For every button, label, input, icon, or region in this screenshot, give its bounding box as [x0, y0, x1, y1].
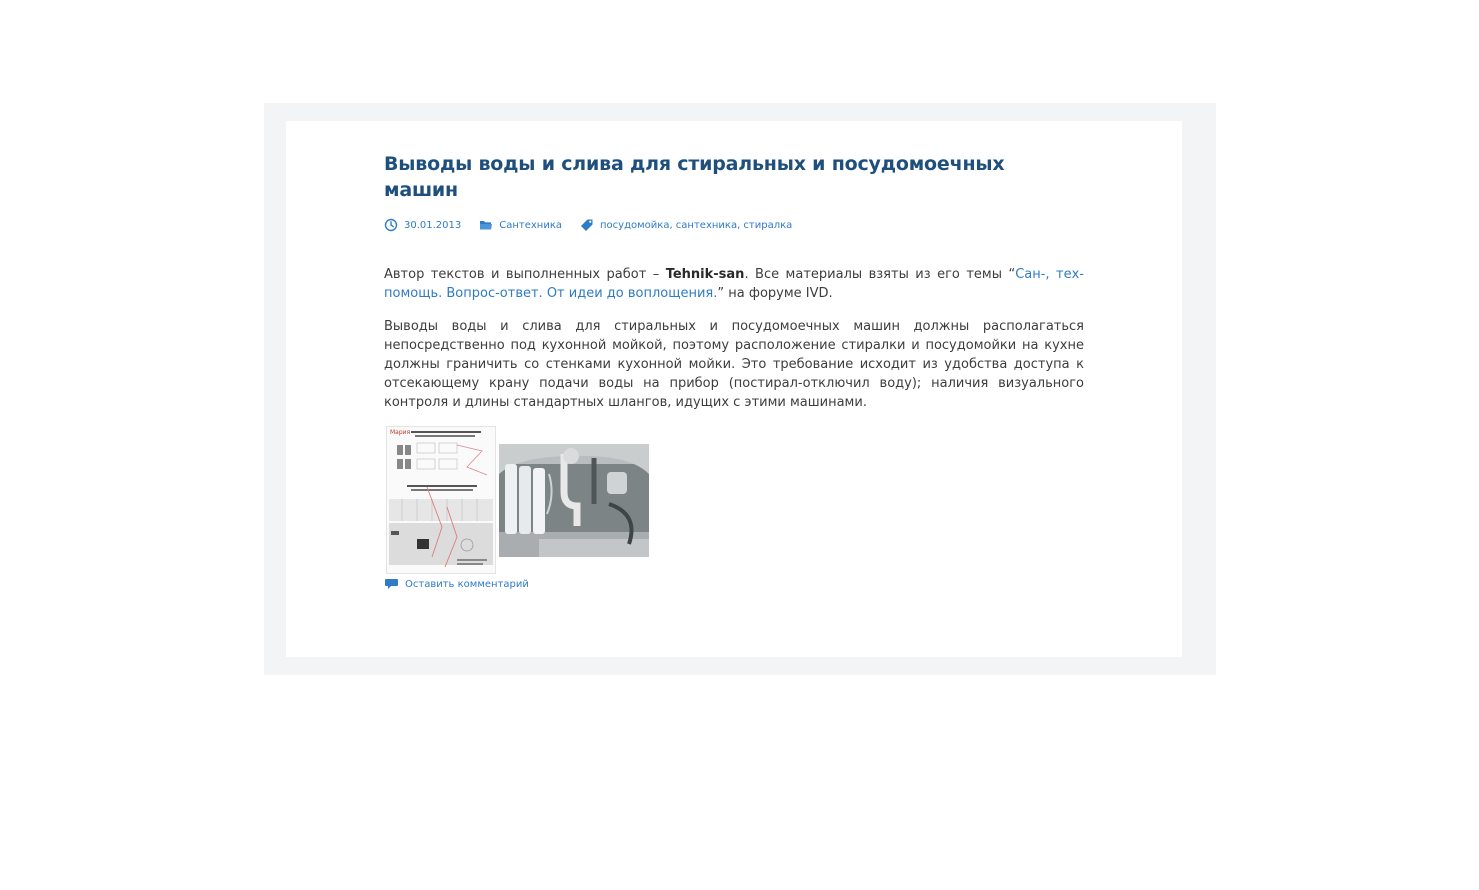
comment-link-row[interactable]: [384, 577, 529, 591]
post-tags: [580, 218, 792, 232]
intro-suffix: ” на форуме IVD.: [717, 286, 833, 301]
post-category: [479, 219, 562, 231]
forum-topic-link[interactable]: Сан-, тех-помощь. Вопрос-ответ. От идеи до воплощения.: [384, 267, 1084, 301]
clock-icon: [384, 218, 398, 232]
intro-middle: . Все материалы взяты из его темы “: [744, 267, 1016, 282]
date-link[interactable]: 30.01.2013: [404, 219, 462, 231]
post-title[interactable]: Выводы воды и слива для стиральных и посудомоечных машин: [384, 153, 1005, 201]
scheme-thumbnail[interactable]: [386, 426, 496, 574]
image-gallery: [384, 426, 1084, 576]
leave-comment-link[interactable]: Оставить комментарий: [405, 578, 529, 590]
post-content: [384, 151, 1084, 576]
body-paragraph: Выводы воды и слива для стиральных и посудомоечных машин должны располагаться непосредственно под кухонной мойкой, поэтому расположение стиралки и посудомойки на кухне должны граничить со стенками кухонной мойки. Это требование исходит из удобства доступа к отсекающему крану подачи воды на прибор (постирал-отключил воду); наличия визуального контроля и длины стандартных шлангов, идущих с этими машинами.: [384, 319, 1084, 410]
sink-photo-thumbnail[interactable]: [499, 444, 649, 557]
tags-link[interactable]: посудомойка, сантехника, стиралка: [600, 219, 793, 231]
post-meta: [384, 215, 1084, 235]
post-date: [384, 218, 461, 232]
post-card: [286, 121, 1182, 657]
page-frame: [264, 103, 1216, 675]
intro-prefix: Автор текстов и выполненных работ –: [384, 267, 666, 282]
intro-paragraph: [384, 265, 1084, 303]
comment-icon: [384, 577, 399, 591]
category-link[interactable]: Сантехника: [499, 219, 563, 231]
author-name: Tehnik-san: [665, 267, 745, 282]
svg-text:Мария: Мария: [390, 429, 411, 436]
tag-icon: [580, 218, 594, 232]
folder-icon: [479, 219, 493, 231]
